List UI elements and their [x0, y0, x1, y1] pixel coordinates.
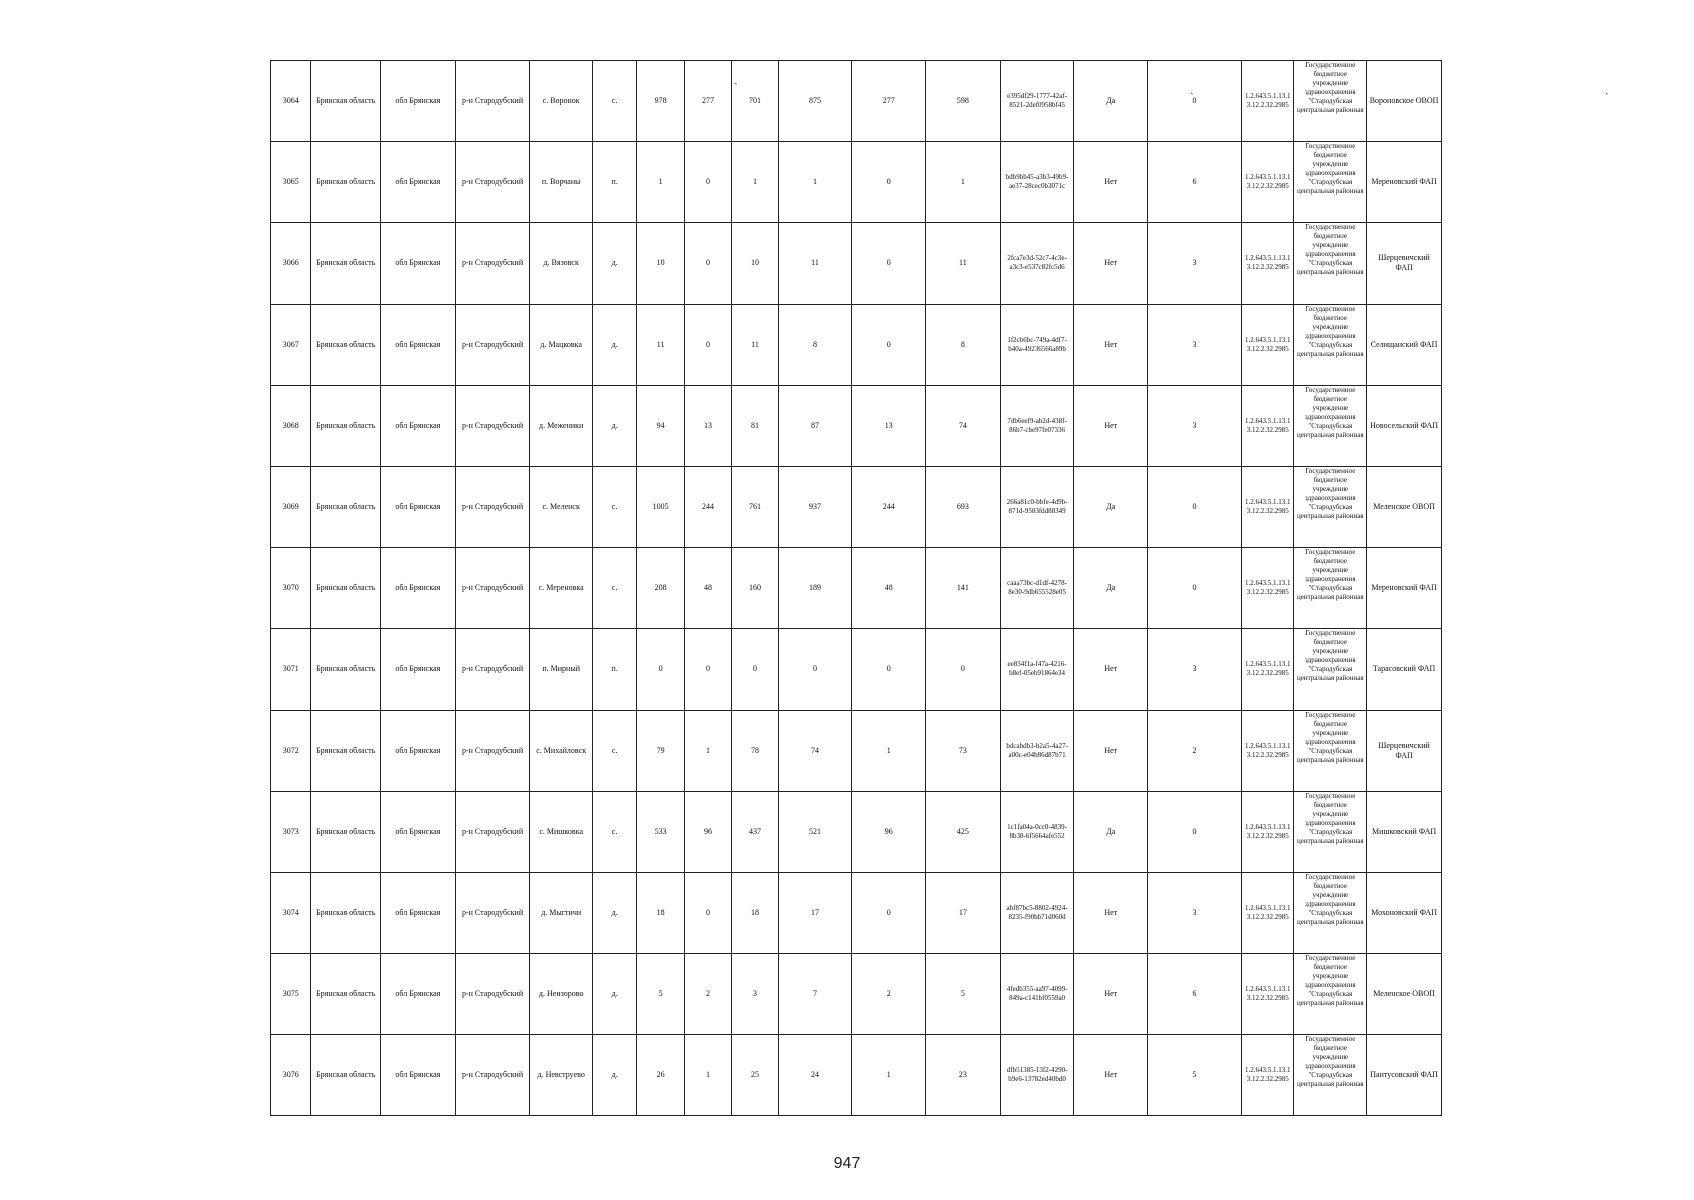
cell-region-short: обл Брянская — [381, 466, 456, 547]
cell-district: р-н Стародубский — [455, 872, 530, 953]
cell-organization: Государственное бюджетное учреждение здравоохранения "Стародубская центральная районная — [1294, 954, 1367, 1035]
table-row — [271, 872, 1442, 953]
cell-total2: 24 — [778, 1035, 852, 1116]
cell-id: 3069 — [271, 466, 311, 547]
cell-region-short: обл Брянская — [381, 142, 456, 223]
cell-total2: 8 — [778, 304, 852, 385]
cell-adults: 81 — [732, 385, 778, 466]
table-row — [271, 548, 1442, 629]
cell-type: д. — [592, 223, 636, 304]
cell-total: 978 — [637, 61, 684, 142]
cell-uid: 266a81c0-bbfe-4d9b-871d-9583fdd88349 — [1000, 466, 1074, 547]
cell-unit: Мохоновский ФАП — [1367, 872, 1442, 953]
cell-count: 0 — [1148, 548, 1242, 629]
cell-adults2: 1 — [926, 142, 1001, 223]
cell-count: 0 — [1148, 791, 1242, 872]
cell-children: 0 — [684, 629, 731, 710]
cell-type: с. — [592, 548, 636, 629]
cell-flag: Нет — [1074, 629, 1148, 710]
cell-flag: Да — [1074, 548, 1148, 629]
scan-mark: ` — [1190, 92, 1194, 104]
cell-district: р-н Стародубский — [455, 385, 530, 466]
cell-count: 0 — [1148, 61, 1242, 142]
cell-adults: 25 — [732, 1035, 778, 1116]
cell-adults: 701 — [732, 61, 778, 142]
cell-adults2: 73 — [926, 710, 1001, 791]
cell-settlement: д. Мыгтичи — [530, 872, 593, 953]
cell-organization: Государственное бюджетное учреждение здравоохранения "Стародубская центральная районная — [1294, 61, 1367, 142]
cell-children: 0 — [684, 223, 731, 304]
cell-settlement: п. Мирный — [530, 629, 593, 710]
cell-flag: Да — [1074, 466, 1148, 547]
cell-id: 3064 — [271, 61, 311, 142]
data-table — [270, 60, 1442, 1116]
cell-type: с. — [592, 791, 636, 872]
cell-children: 2 — [684, 954, 731, 1035]
cell-flag: Нет — [1074, 385, 1148, 466]
cell-total: 18 — [637, 872, 684, 953]
cell-total: 5 — [637, 954, 684, 1035]
cell-unit: Мишковский ФАП — [1367, 791, 1442, 872]
cell-adults: 761 — [732, 466, 778, 547]
cell-region-short: обл Брянская — [381, 629, 456, 710]
cell-total2: 875 — [778, 61, 852, 142]
cell-uid: 7db6eef9-ab2d-438f-86b7-cbe97fe07336 — [1000, 385, 1074, 466]
cell-adults2: 8 — [926, 304, 1001, 385]
cell-organization: Государственное бюджетное учреждение здравоохранения "Стародубская центральная районная — [1294, 710, 1367, 791]
cell-oid: 1.2.643.5.1.13.13.12.2.32.2985 — [1241, 304, 1293, 385]
cell-uid: bdb9bb45-a3b3-49b9-ae37-28cec0b3071c — [1000, 142, 1074, 223]
cell-settlement: д. Неизорово — [530, 954, 593, 1035]
cell-children2: 0 — [852, 304, 926, 385]
cell-type: д. — [592, 385, 636, 466]
cell-uid: e395df29-1777-42af-8521-2def0958bf45 — [1000, 61, 1074, 142]
cell-adults2: 74 — [926, 385, 1001, 466]
cell-id: 3073 — [271, 791, 311, 872]
cell-oid: 1.2.643.5.1.13.13.12.2.32.2985 — [1241, 466, 1293, 547]
cell-children: 96 — [684, 791, 731, 872]
cell-region: Брянская область — [311, 385, 381, 466]
cell-total2: 1 — [778, 142, 852, 223]
cell-region-short: обл Брянская — [381, 954, 456, 1035]
cell-region-short: обл Брянская — [381, 223, 456, 304]
cell-district: р-н Стародубский — [455, 710, 530, 791]
cell-organization: Государственное бюджетное учреждение здравоохранения "Стародубская центральная районная — [1294, 223, 1367, 304]
cell-count: 0 — [1148, 466, 1242, 547]
cell-region: Брянская область — [311, 629, 381, 710]
cell-total2: 937 — [778, 466, 852, 547]
cell-children2: 1 — [852, 710, 926, 791]
cell-count: 6 — [1148, 954, 1242, 1035]
cell-adults: 10 — [732, 223, 778, 304]
cell-settlement: с. Михайловск — [530, 710, 593, 791]
cell-adults: 18 — [732, 872, 778, 953]
cell-id: 3075 — [271, 954, 311, 1035]
cell-flag: Нет — [1074, 223, 1148, 304]
cell-adults2: 17 — [926, 872, 1001, 953]
cell-flag: Нет — [1074, 1035, 1148, 1116]
cell-children2: 277 — [852, 61, 926, 142]
cell-children: 0 — [684, 304, 731, 385]
cell-unit: Шерцевичский ФАП — [1367, 710, 1442, 791]
cell-children2: 96 — [852, 791, 926, 872]
cell-organization: Государственное бюджетное учреждение здравоохранения "Стародубская центральная районная — [1294, 385, 1367, 466]
cell-region: Брянская область — [311, 872, 381, 953]
cell-count: 6 — [1148, 142, 1242, 223]
cell-children2: 48 — [852, 548, 926, 629]
table-row — [271, 61, 1442, 142]
cell-unit: Меленское ОВОП — [1367, 954, 1442, 1035]
cell-region-short: обл Брянская — [381, 710, 456, 791]
cell-type: с. — [592, 710, 636, 791]
cell-settlement: д. Вязовск — [530, 223, 593, 304]
cell-adults2: 598 — [926, 61, 1001, 142]
table-row — [271, 304, 1442, 385]
cell-total: 11 — [637, 304, 684, 385]
cell-children2: 0 — [852, 142, 926, 223]
cell-total2: 11 — [778, 223, 852, 304]
cell-adults2: 11 — [926, 223, 1001, 304]
cell-district: р-н Стародубский — [455, 954, 530, 1035]
cell-total: 10 — [637, 223, 684, 304]
cell-type: д. — [592, 1035, 636, 1116]
cell-region: Брянская область — [311, 791, 381, 872]
cell-unit: Пантусовский ФАП — [1367, 1035, 1442, 1116]
cell-adults2: 23 — [926, 1035, 1001, 1116]
cell-region-short: обл Брянская — [381, 1035, 456, 1116]
cell-count: 3 — [1148, 223, 1242, 304]
cell-uid: 2fca7e3d-52c7-4c3e-a3c3-e537c82fc5d6 — [1000, 223, 1074, 304]
cell-count: 3 — [1148, 385, 1242, 466]
cell-region: Брянская область — [311, 710, 381, 791]
cell-region: Брянская область — [311, 304, 381, 385]
cell-uid: bdcabdb3-b2a5-4a27-a00c-e04b86d87b71 — [1000, 710, 1074, 791]
cell-children: 244 — [684, 466, 731, 547]
cell-oid: 1.2.643.5.1.13.13.12.2.32.2985 — [1241, 223, 1293, 304]
cell-type: с. — [592, 61, 636, 142]
cell-region: Брянская область — [311, 954, 381, 1035]
cell-adults: 11 — [732, 304, 778, 385]
table-row — [271, 710, 1442, 791]
cell-total: 208 — [637, 548, 684, 629]
table-row — [271, 954, 1442, 1035]
cell-unit: Вороновское ОВОП — [1367, 61, 1442, 142]
cell-id: 3070 — [271, 548, 311, 629]
cell-unit: Меленское ОВОП — [1367, 466, 1442, 547]
cell-unit: Шерцевичский ФАП — [1367, 223, 1442, 304]
cell-adults: 78 — [732, 710, 778, 791]
cell-total: 533 — [637, 791, 684, 872]
cell-oid: 1.2.643.5.1.13.13.12.2.32.2985 — [1241, 872, 1293, 953]
cell-adults: 437 — [732, 791, 778, 872]
cell-unit: Селищанский ФАП — [1367, 304, 1442, 385]
table-row — [271, 223, 1442, 304]
cell-total2: 17 — [778, 872, 852, 953]
cell-type: п. — [592, 142, 636, 223]
table-body — [271, 61, 1442, 1116]
cell-uid: 4fedb355-aa97-4099-849a-c141bf0559a0 — [1000, 954, 1074, 1035]
cell-organization: Государственное бюджетное учреждение здравоохранения "Стародубская центральная районная — [1294, 1035, 1367, 1116]
cell-uid: ee834f1a-f47a-4216-b8ef-05eb91864e34 — [1000, 629, 1074, 710]
cell-count: 3 — [1148, 629, 1242, 710]
cell-organization: Государственное бюджетное учреждение здравоохранения "Стародубская центральная районная — [1294, 629, 1367, 710]
cell-count: 3 — [1148, 304, 1242, 385]
cell-children2: 244 — [852, 466, 926, 547]
cell-adults: 1 — [732, 142, 778, 223]
cell-region: Брянская область — [311, 61, 381, 142]
cell-organization: Государственное бюджетное учреждение здравоохранения "Стародубская центральная районная — [1294, 466, 1367, 547]
cell-children2: 0 — [852, 223, 926, 304]
cell-settlement: с. Мишковка — [530, 791, 593, 872]
cell-flag: Да — [1074, 61, 1148, 142]
cell-children2: 1 — [852, 1035, 926, 1116]
cell-district: р-н Стародубский — [455, 61, 530, 142]
cell-count: 5 — [1148, 1035, 1242, 1116]
cell-total2: 521 — [778, 791, 852, 872]
cell-children2: 13 — [852, 385, 926, 466]
cell-children2: 0 — [852, 872, 926, 953]
cell-total: 79 — [637, 710, 684, 791]
cell-adults2: 693 — [926, 466, 1001, 547]
cell-uid: caaa73bc-d1df-4278-8e30-9db655528e05 — [1000, 548, 1074, 629]
cell-organization: Государственное бюджетное учреждение здравоохранения "Стародубская центральная районная — [1294, 872, 1367, 953]
cell-oid: 1.2.643.5.1.13.13.12.2.32.2985 — [1241, 954, 1293, 1035]
cell-region-short: обл Брянская — [381, 61, 456, 142]
cell-id: 3074 — [271, 872, 311, 953]
cell-children: 277 — [684, 61, 731, 142]
cell-type: д. — [592, 954, 636, 1035]
table-row — [271, 791, 1442, 872]
cell-settlement: д. Мацковка — [530, 304, 593, 385]
cell-unit: Тарасовский ФАП — [1367, 629, 1442, 710]
scan-mark: ` — [734, 82, 738, 94]
cell-region-short: обл Брянская — [381, 791, 456, 872]
cell-settlement: п. Ворчаны — [530, 142, 593, 223]
page-number: 947 — [833, 1155, 861, 1172]
cell-id: 3068 — [271, 385, 311, 466]
cell-total: 26 — [637, 1035, 684, 1116]
cell-district: р-н Стародубский — [455, 223, 530, 304]
cell-adults2: 425 — [926, 791, 1001, 872]
cell-district: р-н Стародубский — [455, 791, 530, 872]
cell-oid: 1.2.643.5.1.13.13.12.2.32.2985 — [1241, 142, 1293, 223]
cell-children: 13 — [684, 385, 731, 466]
cell-total2: 0 — [778, 629, 852, 710]
cell-region-short: обл Брянская — [381, 304, 456, 385]
cell-settlement: с. Мереновка — [530, 548, 593, 629]
cell-total2: 189 — [778, 548, 852, 629]
cell-adults: 3 — [732, 954, 778, 1035]
cell-total: 1005 — [637, 466, 684, 547]
cell-uid: abf87bc5-8802-4924-8235-f90bb71d060d — [1000, 872, 1074, 953]
cell-region-short: обл Брянская — [381, 872, 456, 953]
cell-flag: Нет — [1074, 142, 1148, 223]
cell-region-short: обл Брянская — [381, 548, 456, 629]
table-row — [271, 1035, 1442, 1116]
cell-unit: Мереновский ФАП — [1367, 142, 1442, 223]
cell-organization: Государственное бюджетное учреждение здравоохранения "Стародубская центральная районная — [1294, 304, 1367, 385]
cell-children: 48 — [684, 548, 731, 629]
cell-region: Брянская область — [311, 1035, 381, 1116]
cell-children2: 2 — [852, 954, 926, 1035]
cell-id: 3076 — [271, 1035, 311, 1116]
cell-total2: 74 — [778, 710, 852, 791]
cell-uid: dfb51385-13f2-4290-b9e6-13782ed40bd0 — [1000, 1035, 1074, 1116]
cell-district: р-н Стародубский — [455, 1035, 530, 1116]
cell-settlement: д. Меженики — [530, 385, 593, 466]
cell-total: 1 — [637, 142, 684, 223]
cell-oid: 1.2.643.5.1.13.13.12.2.32.2985 — [1241, 629, 1293, 710]
cell-total: 0 — [637, 629, 684, 710]
cell-unit: Мереновский ФАП — [1367, 548, 1442, 629]
cell-region-short: обл Брянская — [381, 385, 456, 466]
cell-children: 1 — [684, 710, 731, 791]
cell-total2: 7 — [778, 954, 852, 1035]
cell-district: р-н Стародубский — [455, 304, 530, 385]
cell-district: р-н Стародубский — [455, 629, 530, 710]
cell-oid: 1.2.643.5.1.13.13.12.2.32.2985 — [1241, 1035, 1293, 1116]
cell-total: 94 — [637, 385, 684, 466]
cell-oid: 1.2.643.5.1.13.13.12.2.32.2985 — [1241, 548, 1293, 629]
cell-children: 0 — [684, 872, 731, 953]
cell-id: 3065 — [271, 142, 311, 223]
scan-mark: ` — [1605, 92, 1609, 104]
cell-organization: Государственное бюджетное учреждение здравоохранения "Стародубская центральная районная — [1294, 142, 1367, 223]
table-row — [271, 629, 1442, 710]
cell-adults: 160 — [732, 548, 778, 629]
cell-oid: 1.2.643.5.1.13.13.12.2.32.2985 — [1241, 710, 1293, 791]
cell-adults2: 5 — [926, 954, 1001, 1035]
table-row — [271, 385, 1442, 466]
cell-id: 3071 — [271, 629, 311, 710]
cell-region: Брянская область — [311, 223, 381, 304]
cell-region: Брянская область — [311, 548, 381, 629]
cell-type: п. — [592, 629, 636, 710]
cell-flag: Нет — [1074, 872, 1148, 953]
cell-id: 3067 — [271, 304, 311, 385]
cell-children: 1 — [684, 1035, 731, 1116]
cell-organization: Государственное бюджетное учреждение здравоохранения "Стародубская центральная районная — [1294, 791, 1367, 872]
cell-children2: 0 — [852, 629, 926, 710]
table-row — [271, 466, 1442, 547]
cell-organization: Государственное бюджетное учреждение здравоохранения "Стародубская центральная районная — [1294, 548, 1367, 629]
cell-adults2: 0 — [926, 629, 1001, 710]
cell-flag: Нет — [1074, 954, 1148, 1035]
cell-district: р-н Стародубский — [455, 142, 530, 223]
table-row — [271, 142, 1442, 223]
cell-flag: Да — [1074, 791, 1148, 872]
cell-settlement: с. Меленск — [530, 466, 593, 547]
cell-count: 3 — [1148, 872, 1242, 953]
cell-district: р-н Стародубский — [455, 466, 530, 547]
cell-total2: 87 — [778, 385, 852, 466]
cell-children: 0 — [684, 142, 731, 223]
cell-district: р-н Стародубский — [455, 548, 530, 629]
cell-region: Брянская область — [311, 142, 381, 223]
cell-region: Брянская область — [311, 466, 381, 547]
cell-type: д. — [592, 872, 636, 953]
cell-settlement: д. Невструево — [530, 1035, 593, 1116]
cell-type: с. — [592, 466, 636, 547]
cell-uid: 1f2cb6bc-749a-4df7-b40a-49236566a89b — [1000, 304, 1074, 385]
cell-oid: 1.2.643.5.1.13.13.12.2.32.2985 — [1241, 791, 1293, 872]
cell-flag: Нет — [1074, 304, 1148, 385]
cell-adults: 0 — [732, 629, 778, 710]
cell-adults2: 141 — [926, 548, 1001, 629]
cell-settlement: с. Воронок — [530, 61, 593, 142]
cell-type: д. — [592, 304, 636, 385]
cell-count: 2 — [1148, 710, 1242, 791]
cell-id: 3072 — [271, 710, 311, 791]
cell-flag: Нет — [1074, 710, 1148, 791]
cell-oid: 1.2.643.5.1.13.13.12.2.32.2985 — [1241, 385, 1293, 466]
cell-id: 3066 — [271, 223, 311, 304]
cell-oid: 1.2.643.5.1.13.13.12.2.32.2985 — [1241, 61, 1293, 142]
cell-unit: Новосельский ФАП — [1367, 385, 1442, 466]
cell-uid: 1c1fa04a-0cc0-4839-8b38-6f5664afe552 — [1000, 791, 1074, 872]
